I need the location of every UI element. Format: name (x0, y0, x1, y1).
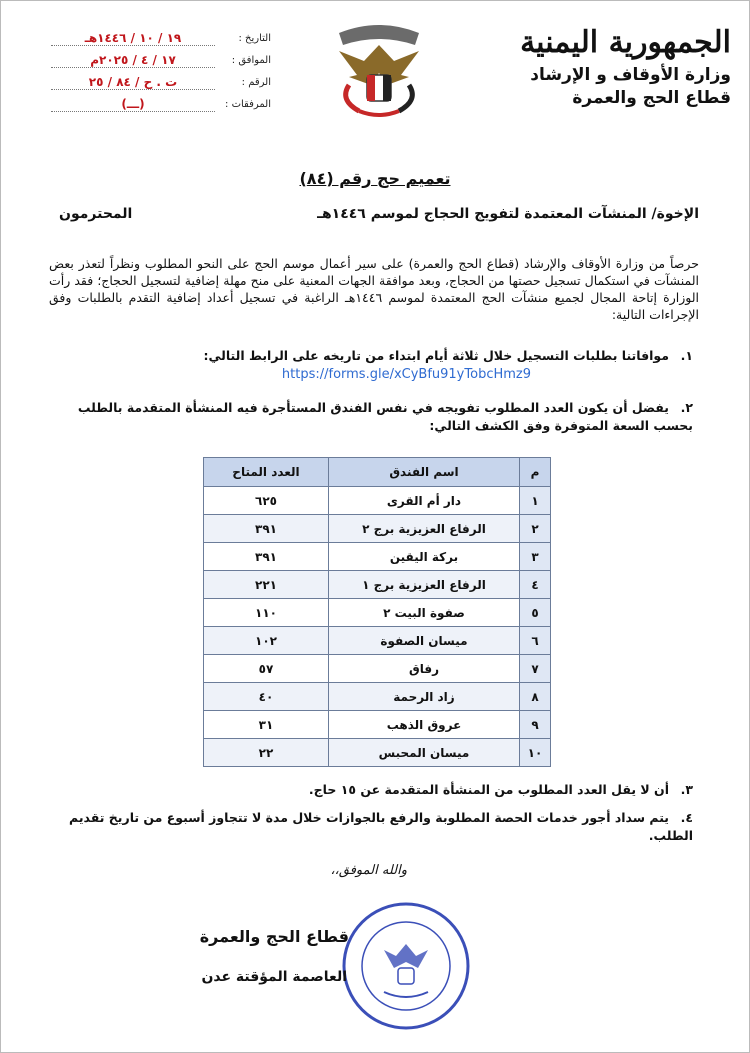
available-count: ١٠٢ (204, 627, 329, 655)
date-row (41, 27, 271, 49)
table-row (204, 487, 551, 515)
sector-name: قطاع الحج والعمرة (572, 88, 731, 108)
hotel-name: صفوة البيت ٢ (329, 599, 520, 627)
hotel-name: زاد الرحمة (329, 683, 520, 711)
table-row (204, 627, 551, 655)
letter-meta (41, 27, 271, 115)
col-count-header: العدد المتاح (204, 458, 329, 487)
hotel-name: الرفاع العزيزية برج ٢ (329, 515, 520, 543)
reference-label: الرقم : (241, 76, 271, 88)
table-row (204, 599, 551, 627)
table-row (204, 739, 551, 767)
item-4 (63, 809, 693, 845)
date-value: ١٩ / ١٠ / ١٤٤٦هـ (51, 31, 215, 46)
date-label: التاريخ : (238, 32, 271, 44)
col-index-header: م (520, 458, 551, 487)
table-header-row (204, 458, 551, 487)
available-count: ٢٢ (204, 739, 329, 767)
item-number: ٤. (680, 810, 693, 825)
item-3 (63, 781, 693, 799)
hotel-name: ميسان المحبس (329, 739, 520, 767)
hotel-name: رفاق (329, 655, 520, 683)
available-count: ٤٠ (204, 683, 329, 711)
row-index: ٩ (520, 711, 551, 739)
item-text: أن لا يقل العدد المطلوب من المنشأة المتقدمة عن ١٥ حاج. (308, 782, 669, 797)
official-stamp-icon (336, 896, 476, 1036)
attachments-value: (ـــ) (51, 97, 215, 112)
item-2 (63, 399, 693, 435)
row-index: ١٠ (520, 739, 551, 767)
col-name-header: اسم الفندق (329, 458, 520, 487)
yemen-emblem-icon (319, 15, 439, 125)
table-row (204, 571, 551, 599)
signature-sector: قطاع الحج والعمرة (199, 927, 349, 946)
row-index: ٢ (520, 515, 551, 543)
salutation: المحترمون (59, 206, 133, 222)
row-index: ٨ (520, 683, 551, 711)
ministry-name: وزارة الأوقاف و الإرشاد (530, 65, 731, 85)
body-paragraph: حرصاً من وزارة الأوقاف والإرشاد (قطاع الحج والعمرة) على سير أعمال موسم الحج على النحو المطلوب ونظراً لتعذر بعض المنشآت في استكمال تسجيل حصتها من الحجاج، وبعد موافقة الجهات المعنية على منح مهلة إضافية لتسجيل الحجاج؛ فقد رأت الوزارة إتاحة المجال لجميع منشآت الحج المعتمدة لموسم ١٤٤٦هـ الراغبة في تسجيل أعداد إضافية التقدم بالطلبات وفق الإجراءات التالية: (49, 256, 699, 322)
row-index: ٧ (520, 655, 551, 683)
reference-value: ت . ح / ٨٤ / ٢٥ (51, 75, 215, 90)
circular-title-text: تعميم حج رقم (٨٤) (299, 169, 451, 188)
corresponding-row (41, 49, 271, 71)
table-row (204, 515, 551, 543)
available-count: ٢٢١ (204, 571, 329, 599)
row-index: ٦ (520, 627, 551, 655)
hotel-name: دار أم القرى (329, 487, 520, 515)
item-text: موافاتنا بطلبات التسجيل خلال ثلاثة أيام ابتداء من تاريخه على الرابط التالي: (203, 348, 669, 363)
row-index: ٤ (520, 571, 551, 599)
hotel-name: بركة اليقين (329, 543, 520, 571)
hotel-name: الرفاع العزيزية برج ١ (329, 571, 520, 599)
subject-text: الإخوة/ المنشآت المعتمدة لتفويج الحجاج لموسم ١٤٤٦هـ (317, 206, 699, 222)
row-index: ١ (520, 487, 551, 515)
subject-line (59, 206, 699, 222)
signature-city: العاصمة المؤقتة عدن (201, 969, 347, 985)
attachments-label: المرفقات : (225, 98, 271, 110)
corresponding-value: ١٧ / ٤ / ٢٠٢٥م (51, 53, 215, 68)
item-number: ١. (680, 348, 693, 363)
available-count: ٥٧ (204, 655, 329, 683)
item-text: يفضل أن يكون العدد المطلوب تفويجه في نفس الفندق المستأجرة فيه المنشأة المتقدمة بالطلب بحسب السعة المتوفرة وفق الكشف التالي: (77, 400, 693, 433)
table-row (204, 543, 551, 571)
item-text: يتم سداد أجور خدمات الحصة المطلوبة والرفع بالجوازات خلال مدة لا تتجاوز أسبوع من تاريخ تقديم الطلب. (69, 810, 693, 843)
item-number: ٣. (680, 782, 693, 797)
corresponding-label: الموافق : (231, 54, 271, 66)
row-index: ٥ (520, 599, 551, 627)
row-index: ٣ (520, 543, 551, 571)
available-count: ٦٢٥ (204, 487, 329, 515)
republic-name: الجمهورية اليمنية (520, 25, 731, 60)
available-count: ١١٠ (204, 599, 329, 627)
closing-phrase: والله الموفق،، (330, 863, 407, 878)
registration-link[interactable]: https://forms.gle/xCyBfu91yTobcHmz9 (281, 367, 531, 382)
table-row (204, 655, 551, 683)
item-number: ٢. (680, 400, 693, 415)
available-count: ٣٩١ (204, 515, 329, 543)
hotel-name: ميسان الصفوة (329, 627, 520, 655)
table-row (204, 683, 551, 711)
attachments-row (41, 93, 271, 115)
available-count: ٣٩١ (204, 543, 329, 571)
table-row (204, 711, 551, 739)
reference-row (41, 71, 271, 93)
hotel-name: عروق الذهب (329, 711, 520, 739)
letterhead (511, 23, 731, 109)
item-1 (63, 347, 693, 365)
available-count: ٣١ (204, 711, 329, 739)
hotels-table (203, 457, 551, 767)
circular-title (1, 169, 749, 188)
